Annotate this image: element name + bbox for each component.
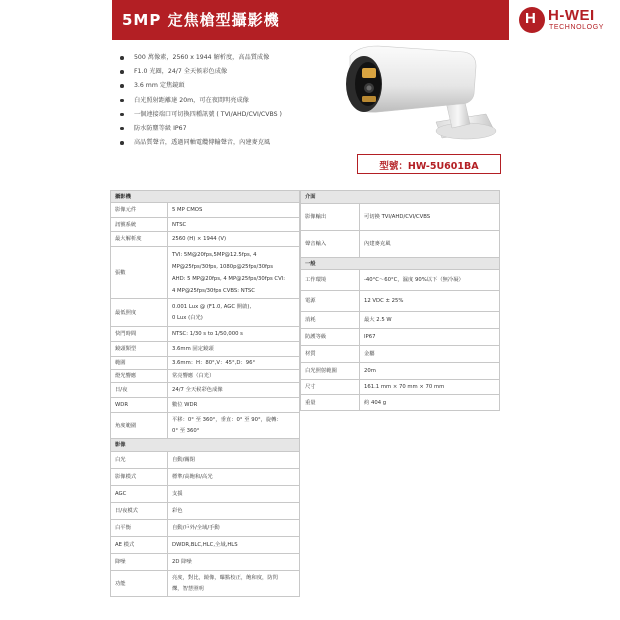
spec-key: 影像輸出 bbox=[301, 204, 360, 231]
spec-key: 日/夜模式 bbox=[111, 503, 168, 520]
table-row bbox=[111, 413, 300, 439]
table-row bbox=[301, 380, 500, 395]
spec-key: 材質 bbox=[301, 346, 360, 363]
table-row bbox=[111, 537, 300, 554]
spec-key: 燈光響應 bbox=[111, 370, 168, 383]
table-row bbox=[111, 357, 300, 370]
spec-key: 角度範圍 bbox=[111, 413, 168, 439]
spec-table-left bbox=[110, 190, 300, 597]
spec-value: 最大 2.5 W bbox=[360, 312, 500, 329]
spec-key: 電源 bbox=[301, 291, 360, 312]
section-title-image: 影像 bbox=[111, 439, 300, 452]
spec-key: AE 模式 bbox=[111, 537, 168, 554]
table-row bbox=[111, 203, 300, 218]
table-row bbox=[111, 327, 300, 342]
spec-value-line: 爍，智慧照明 bbox=[172, 585, 204, 592]
brand-logo bbox=[515, 5, 619, 35]
table-row bbox=[111, 571, 300, 597]
spec-key: 影像模式 bbox=[111, 469, 168, 486]
spec-key: 範圍 bbox=[111, 357, 168, 370]
feature-item: 一個連接端口可切換四種訊號 ( TVI/AHD/CVI/CVBS ) bbox=[120, 110, 282, 124]
table-row bbox=[111, 218, 300, 232]
spec-value: 數位 WDR bbox=[168, 398, 300, 413]
bullet-camera-image bbox=[338, 40, 508, 155]
spec-key: 聲音輸入 bbox=[301, 231, 360, 258]
table-row bbox=[301, 329, 500, 346]
section-title-camera: 攝影機 bbox=[111, 191, 300, 203]
spec-key: 消耗 bbox=[301, 312, 360, 329]
spec-value: 可切換 TVI/AHD/CVI/CVBS bbox=[360, 204, 500, 231]
table-row bbox=[111, 503, 300, 520]
brand-subtitle: TECHNOLOGY bbox=[549, 24, 605, 31]
spec-value-line: AHD: 5 MP@20fps, 4 MP@25fps/30fps CVI: bbox=[172, 275, 286, 282]
table-row bbox=[111, 299, 300, 327]
spec-key: 白平衡 bbox=[111, 520, 168, 537]
table-row bbox=[301, 231, 500, 258]
spec-value bbox=[168, 247, 300, 299]
feature-item: 3.6 mm 定焦鏡頭 bbox=[120, 81, 282, 95]
section-header bbox=[111, 191, 300, 203]
spec-value bbox=[168, 299, 300, 327]
model-badge bbox=[357, 154, 501, 174]
feature-item: 防水防塵等級 IP67 bbox=[120, 124, 282, 138]
table-row bbox=[301, 312, 500, 329]
spec-value: 常亮響應（白光） bbox=[168, 370, 300, 383]
spec-value: 2560 (H) × 1944 (V) bbox=[168, 232, 300, 247]
feature-item: 高品質聲音，透過同軸電纜傳輸聲音，內建麥克風 bbox=[120, 138, 282, 152]
spec-value: NTSC: 1/30 s to 1/50,000 s bbox=[168, 327, 300, 342]
table-row bbox=[301, 395, 500, 411]
feature-item: 白光照射距離達 20m，可在夜間明亮成像 bbox=[120, 96, 282, 110]
spec-key: 白光照射範圍 bbox=[301, 363, 360, 380]
spec-key: 尺寸 bbox=[301, 380, 360, 395]
spec-key: 日/夜 bbox=[111, 383, 168, 398]
spec-value: 約 404 g bbox=[360, 395, 500, 411]
spec-value-line: 0° 至 360° bbox=[172, 427, 200, 434]
section-title-general: 一般 bbox=[301, 258, 500, 270]
spec-value: -40°C～60°C，濕度 90%以下（無冷凝） bbox=[360, 270, 500, 291]
spec-value-line: 平移：0° 至 360°，垂直：0° 至 90°，旋轉： bbox=[172, 416, 282, 423]
spec-value-line: TVI: 5M@20fps,5MP@12.5fps, 4 bbox=[172, 251, 257, 258]
spec-value bbox=[168, 413, 300, 439]
table-row bbox=[111, 554, 300, 571]
feature-list bbox=[120, 53, 282, 152]
spec-value-line: 0 Lux (白光) bbox=[172, 314, 203, 321]
brand-name: H-WEI bbox=[548, 7, 595, 24]
spec-key: 鏡頭類型 bbox=[111, 342, 168, 357]
spec-key: 最低照度 bbox=[111, 299, 168, 327]
table-row bbox=[301, 270, 500, 291]
spec-value: 24/7 全天候彩色成像 bbox=[168, 383, 300, 398]
table-row bbox=[111, 452, 300, 469]
spec-value bbox=[168, 571, 300, 597]
spec-value: 3.6mm：H：80°,V：45°,D：96° bbox=[168, 357, 300, 370]
spec-key: 重量 bbox=[301, 395, 360, 411]
table-row bbox=[111, 398, 300, 413]
spec-value: 支援 bbox=[168, 486, 300, 503]
spec-key: 白光 bbox=[111, 452, 168, 469]
spec-value: 161.1 mm × 70 mm × 70 mm bbox=[360, 380, 500, 395]
table-row bbox=[301, 204, 500, 231]
spec-value: 3.6mm 固定鏡頭 bbox=[168, 342, 300, 357]
spec-value-line: MP@25fps/30fps, 1080p@25fps/30fps bbox=[172, 263, 274, 270]
spec-key: 最大解析度 bbox=[111, 232, 168, 247]
spec-table-right bbox=[300, 190, 500, 411]
table-row bbox=[301, 363, 500, 380]
table-row bbox=[301, 291, 500, 312]
feature-item: 500 萬像素，2560 x 1944 解析度，高品質成像 bbox=[120, 53, 282, 67]
page-title: 5MP 定焦槍型攝影機 bbox=[122, 11, 280, 29]
spec-value: 彩色 bbox=[168, 503, 300, 520]
spec-key: WDR bbox=[111, 398, 168, 413]
table-row bbox=[111, 232, 300, 247]
table-row bbox=[111, 370, 300, 383]
spec-value: 內建麥克風 bbox=[360, 231, 500, 258]
spec-value-line: 亮度，對比，鏡像，曝點校正，飽和度，防閃 bbox=[172, 574, 278, 581]
table-row bbox=[111, 342, 300, 357]
spec-value: 20m bbox=[360, 363, 500, 380]
spec-value: 金屬 bbox=[360, 346, 500, 363]
spec-key: 快門時間 bbox=[111, 327, 168, 342]
table-row bbox=[111, 383, 300, 398]
spec-value-line: 0.001 Lux @ (F1.0, AGC 開啟), bbox=[172, 303, 252, 310]
table-row bbox=[111, 469, 300, 486]
table-row bbox=[301, 346, 500, 363]
spec-key: 功能 bbox=[111, 571, 168, 597]
section-header bbox=[301, 258, 500, 270]
spec-value: 5 MP CMOS bbox=[168, 203, 300, 218]
spec-value: DWDR,BLC,HLC,全域,HLS bbox=[168, 537, 300, 554]
feature-item: F1.0 光圈，24/7 全天候彩色成像 bbox=[120, 67, 282, 81]
spec-value: 2D 降噪 bbox=[168, 554, 300, 571]
model-number: 型號：HW-5U601BA bbox=[379, 161, 479, 172]
section-header bbox=[301, 191, 500, 204]
section-title-interface: 介面 bbox=[301, 191, 500, 204]
table-row bbox=[111, 247, 300, 299]
table-row bbox=[111, 520, 300, 537]
spec-key: 防護等級 bbox=[301, 329, 360, 346]
spec-key: AGC bbox=[111, 486, 168, 503]
table-row bbox=[111, 486, 300, 503]
spec-key: 降噪 bbox=[111, 554, 168, 571]
spec-value: IP67 bbox=[360, 329, 500, 346]
section-header bbox=[111, 439, 300, 452]
spec-key: 工作環境 bbox=[301, 270, 360, 291]
spec-value: 12 VDC ± 25% bbox=[360, 291, 500, 312]
spec-value: 自動/關閉 bbox=[168, 452, 300, 469]
spec-value-line: 4 MP@25fps/30fps CVBS: NTSC bbox=[172, 287, 255, 294]
page-header bbox=[112, 0, 605, 40]
spec-key: 張數 bbox=[111, 247, 168, 299]
spec-value: 標準/高飽和/高光 bbox=[168, 469, 300, 486]
logo-h-icon: H bbox=[519, 7, 545, 33]
spec-value: 自動/戶外/全域/手動 bbox=[168, 520, 300, 537]
spec-value: NTSC bbox=[168, 218, 300, 232]
spec-key: 訊號系統 bbox=[111, 218, 168, 232]
spec-key: 影像元件 bbox=[111, 203, 168, 218]
